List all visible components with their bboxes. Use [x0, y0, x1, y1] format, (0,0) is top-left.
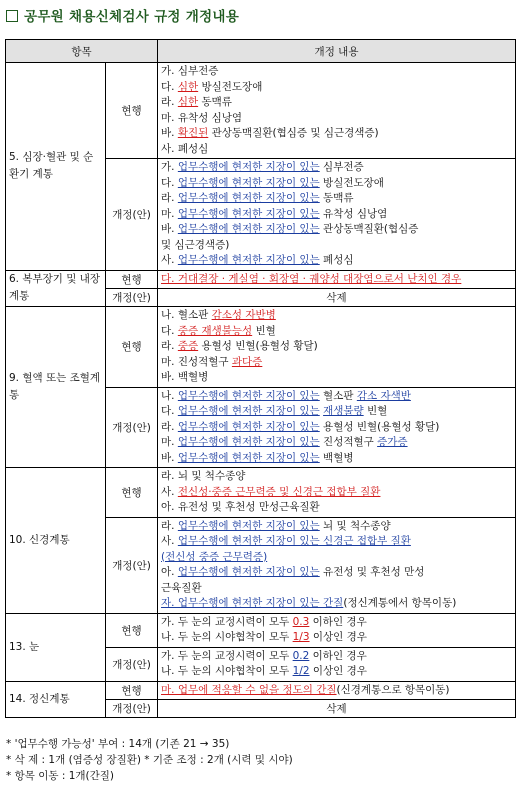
proposed-label: 개정(안): [106, 700, 158, 718]
category-cell: 10. 신경계통: [6, 468, 106, 614]
text-segment: 다.: [161, 324, 178, 337]
highlighted-text: 과다증: [231, 355, 263, 368]
proposed-label: 개정(안): [106, 387, 158, 468]
content-line: [161, 191, 512, 207]
text-segment: 관상동맥질환(협심증: [319, 223, 419, 235]
table-row: [6, 63, 516, 159]
text-segment: 라. 뇌 및 척수종양: [161, 470, 246, 482]
text-segment: (신경계통으로 항목이동): [336, 683, 450, 696]
text-segment: 방실전도장애: [319, 176, 384, 189]
highlighted-text: 업무수행에 현저한 지장이 있는 신경근 접합부 질환: [177, 535, 411, 547]
text-segment: 마.: [161, 207, 178, 220]
content-line: [161, 308, 512, 324]
highlighted-text: 중증 재생불능성: [177, 324, 253, 337]
content-line: [161, 389, 512, 405]
highlighted-text: 업무수행에 현저한 지장이 있는: [177, 405, 320, 417]
text-segment: (정신계통에서 항목이동): [343, 597, 457, 609]
content-line: [161, 550, 512, 566]
current-content: [158, 468, 516, 518]
content-line: [161, 420, 512, 436]
content-line: [161, 95, 512, 111]
proposed-label: 개정(안): [106, 517, 158, 613]
text-segment: 나. 두 눈의 시야협착이 모두: [161, 665, 293, 677]
content-line: [161, 324, 512, 340]
content-line: [161, 404, 512, 420]
table-row: [6, 270, 516, 289]
content-line: [161, 370, 512, 386]
checkbox-square-icon: [6, 10, 18, 22]
content-line: [161, 435, 512, 451]
revision-table: [5, 39, 516, 718]
table-row: [6, 468, 516, 518]
highlighted-text: 업무수행에 현저한 지장이 있는: [177, 176, 320, 189]
text-segment: 가. 두 눈의 교정시력이 모두: [161, 615, 293, 628]
footnote: * 삭 제 : 1개 (염증성 장질환) * 기준 조정 : 2개 (시력 및 시야): [6, 754, 293, 766]
highlighted-text: 업무수행에 현저한 지장이 있는: [177, 566, 320, 578]
content-line: [161, 683, 512, 699]
text-segment: 사.: [161, 254, 178, 266]
content-line: [161, 355, 512, 371]
highlighted-text: 마. 업무에 적응할 수 없을 정도의 간질: [161, 683, 337, 696]
content-line: [161, 160, 512, 176]
content-line: [161, 272, 512, 288]
highlighted-text: 업무수행에 현저한 지장이 있는: [177, 451, 320, 464]
text-segment: 이하인 경우: [309, 615, 367, 628]
proposed-content: [158, 517, 516, 613]
proposed-content: [158, 159, 516, 271]
text-segment: 아. 유전성 및 후천성 만성근육질환: [161, 501, 320, 513]
highlighted-text: 감소 자색반: [356, 389, 411, 402]
current-label: 현행: [106, 613, 158, 647]
table-header-row: [6, 40, 516, 63]
current-content: [158, 270, 516, 289]
content-line: [161, 207, 512, 223]
proposed-content: 삭제: [158, 289, 516, 307]
text-segment: 나. 혈소판: [161, 309, 212, 321]
content-line: [161, 176, 512, 192]
text-segment: 바.: [161, 127, 178, 139]
proposed-label: 개정(안): [106, 289, 158, 307]
highlighted-text: 심한: [177, 80, 199, 93]
highlighted-text: 업무수행에 현저한 지장이 있는: [177, 420, 320, 433]
category-cell: 9. 혈액 또는 조혈계통: [6, 307, 106, 468]
text-segment: 뇌 및 척수종양: [319, 519, 391, 532]
text-segment: 라.: [161, 96, 178, 108]
content-line: [161, 64, 512, 80]
text-segment: 마.: [161, 436, 178, 448]
text-segment: 아.: [161, 566, 178, 578]
text-segment: 다.: [161, 80, 178, 93]
text-segment: 다.: [161, 176, 178, 189]
text-segment: 나. 두 눈의 시야협착이 모두: [161, 631, 293, 643]
text-segment: 마. 진성적혈구: [161, 355, 232, 368]
footnote: * '업무수행 가능성' 부여 : 14개 (기존 21 → 35): [6, 738, 230, 750]
text-segment: 라.: [161, 519, 178, 532]
text-segment: 이하인 경우: [309, 649, 367, 662]
text-segment: 용혈성 빈혈(용혈성 황달): [319, 420, 440, 433]
current-label: 현행: [106, 307, 158, 388]
highlighted-text: (전신성 중증 근무력증): [161, 550, 268, 563]
page-title-text: 공무원 채용신체검사 규정 개정내용: [24, 9, 240, 25]
content-line: [161, 534, 512, 550]
text-segment: 동맥류: [319, 192, 354, 204]
highlighted-text: 업무수행에 현저한 지장이 있는: [177, 519, 320, 532]
proposed-content: [158, 647, 516, 681]
content-line: [161, 222, 512, 238]
highlighted-text: 다. 거대결장 · 게실염 · 회장염 · 궤양성 대장염으로서 난치인 경우: [161, 272, 462, 285]
text-segment: 심부전증: [319, 161, 364, 173]
current-content: [158, 613, 516, 647]
text-segment: 나.: [161, 389, 178, 402]
content-line: [161, 615, 512, 631]
highlighted-text: 1/3: [292, 631, 310, 643]
table-body: [6, 63, 516, 718]
table-row: [6, 613, 516, 647]
text-segment: 바. 백혈병: [161, 371, 209, 383]
content-line: [161, 565, 512, 581]
proposed-label: 개정(안): [106, 159, 158, 271]
current-label: 현행: [106, 270, 158, 289]
content-line: [161, 469, 512, 485]
text-segment: 사. 폐성심: [161, 142, 209, 155]
text-segment: 사.: [161, 485, 178, 498]
text-segment: 용혈성 빈혈(용혈성 황달): [198, 340, 318, 352]
content-line: [161, 500, 512, 516]
header-item: 항목: [6, 40, 158, 63]
text-segment: 근육질환: [161, 581, 202, 594]
text-segment: 마. 유착성 심낭염: [161, 111, 243, 124]
content-line: [161, 519, 512, 535]
content-line: [161, 664, 512, 680]
content-line: [161, 649, 512, 665]
text-segment: 진성적혈구: [319, 436, 378, 448]
footnotes: [6, 736, 293, 784]
content-line: [161, 581, 512, 597]
text-segment: 유착성 심낭염: [319, 207, 388, 220]
proposed-content: [158, 387, 516, 468]
highlighted-text: 심한: [177, 96, 199, 108]
text-segment: 관상동맥질환(협심증 및 심근경색증): [208, 127, 379, 139]
highlighted-text: 1/2: [292, 665, 310, 677]
category-cell: 14. 정신계통: [6, 681, 106, 718]
text-segment: 빈혈: [252, 324, 276, 337]
highlighted-text: 중증: [177, 340, 199, 352]
text-segment: 이상인 경우: [309, 665, 367, 677]
text-segment: 바.: [161, 223, 178, 235]
highlighted-text: 업무수행에 현저한 지장이 있는: [177, 207, 320, 220]
content-line: [161, 80, 512, 96]
proposed-content: 삭제: [158, 700, 516, 718]
text-segment: 가. 두 눈의 교정시력이 모두: [161, 649, 293, 662]
content-line: [161, 142, 512, 158]
content-line: [161, 596, 512, 612]
content-line: [161, 111, 512, 127]
text-segment: 이상인 경우: [309, 631, 367, 643]
header-content: 개정 내용: [158, 40, 516, 63]
highlighted-text: 업무수행에 현저한 지장이 있는: [177, 192, 320, 204]
text-segment: 유전성 및 후천성 만성: [319, 566, 425, 578]
text-segment: 동맥류: [198, 96, 232, 108]
category-cell: 5. 심장·혈관 및 순환기 계통: [6, 63, 106, 271]
footnote: * 항목 이동 : 1개(간질): [6, 770, 115, 782]
current-content: [158, 681, 516, 700]
text-segment: 라.: [161, 420, 178, 433]
text-segment: 라.: [161, 192, 178, 204]
text-segment: 라.: [161, 340, 178, 352]
highlighted-text: 재생불량: [323, 405, 364, 417]
category-cell: 6. 복부장기 및 내장 계통: [6, 270, 106, 307]
text-segment: 및 심근경색증): [161, 238, 230, 251]
highlighted-text: 자. 업무수행에 현저한 지장이 있는 간질: [161, 597, 344, 609]
highlighted-text: 감소성 자반병: [211, 309, 276, 321]
current-label: 현행: [106, 63, 158, 159]
content-line: [161, 126, 512, 142]
highlighted-text: 업무수행에 현저한 지장이 있는: [177, 389, 320, 402]
text-segment: 빈혈: [363, 405, 388, 417]
text-segment: 사.: [161, 535, 178, 547]
highlighted-text: 0.2: [292, 649, 310, 662]
text-segment: 가. 심부전증: [161, 65, 219, 77]
category-cell: 13. 눈: [6, 613, 106, 681]
highlighted-text: 전신성·중증 근무력증 및 신경근 접합부 질환: [177, 485, 381, 498]
highlighted-text: 업무수행에 현저한 지장이 있는: [177, 254, 320, 266]
highlighted-text: 업무수행에 현저한 지장이 있는: [177, 436, 320, 448]
content-line: [161, 451, 512, 467]
text-segment: 방실전도장애: [198, 80, 263, 93]
content-line: [161, 253, 512, 269]
text-segment: 다.: [161, 405, 178, 417]
text-segment: 혈소판: [319, 389, 357, 402]
highlighted-text: 증가증: [377, 436, 408, 448]
content-line: [161, 485, 512, 501]
content-line: [161, 238, 512, 254]
content-line: [161, 630, 512, 646]
text-segment: 백혈병: [319, 451, 354, 464]
highlighted-text: 업무수행에 현저한 지장이 있는: [177, 223, 320, 235]
highlighted-text: 업무수행에 현저한 지장이 있는: [177, 161, 320, 173]
text-segment: 폐성심: [319, 254, 354, 266]
content-line: [161, 339, 512, 355]
current-content: [158, 63, 516, 159]
current-label: 현행: [106, 681, 158, 700]
text-segment: 바.: [161, 451, 178, 464]
proposed-label: 개정(안): [106, 647, 158, 681]
current-content: [158, 307, 516, 388]
highlighted-text: 0.3: [292, 615, 310, 628]
page-title: [6, 5, 239, 25]
current-label: 현행: [106, 468, 158, 518]
highlighted-text: 확진된: [177, 127, 209, 139]
table-row: [6, 307, 516, 388]
table-row: [6, 681, 516, 700]
text-segment: 가.: [161, 161, 178, 173]
